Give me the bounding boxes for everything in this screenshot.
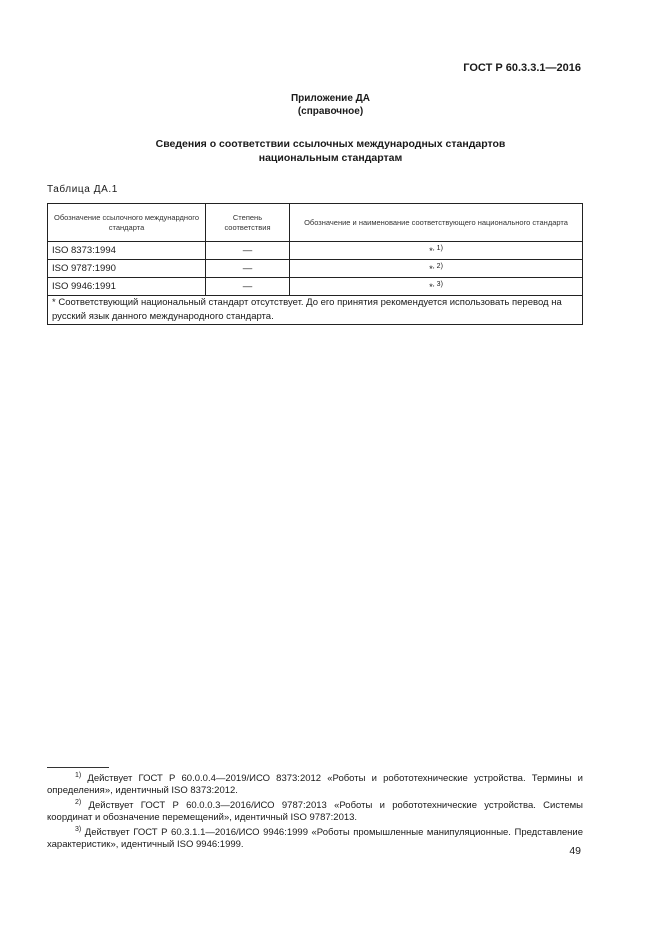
column-header-national: Обозначение и наименование соответствующего национального стандарта xyxy=(290,204,583,242)
column-header-degree: Степень соответствия xyxy=(206,204,290,242)
table-row xyxy=(48,242,583,260)
footnote-mark: 3) xyxy=(75,826,82,834)
cell-degree: — xyxy=(206,260,290,278)
cell-national xyxy=(290,260,583,278)
table-note: * Соответствующий национальный стандарт отсутствует. До его принятия рекомендуется использовать перевод на русский язык данного международного стандарта. xyxy=(48,296,583,325)
footnote-text: Действует ГОСТ Р 60.0.0.4—2019/ИСО 8373:2012 «Роботы и робототехнические устройства. Термины и определения», идентичный ISO 8373:2012. xyxy=(47,773,583,797)
footnote-mark: 1) xyxy=(75,772,82,779)
appendix-heading xyxy=(0,92,661,118)
national-mark: * xyxy=(429,282,433,294)
national-mark: * xyxy=(429,264,433,276)
footnote-text: Действует ГОСТ Р 60.0.0.3—2016/ИСО 9787:2013 «Роботы и робототехнические устройства. Системы координат и обозначение перемещений», идентичный ISO 9787:2013. xyxy=(47,800,583,824)
footnote-divider xyxy=(47,767,109,768)
cell-degree: — xyxy=(206,278,290,296)
cell-reference: ISO 8373:1994 xyxy=(48,242,206,260)
cell-reference: ISO 9787:1990 xyxy=(48,260,206,278)
section-title xyxy=(0,137,661,165)
footnote-3 xyxy=(47,824,583,851)
footnote-2 xyxy=(47,797,583,824)
footnote-text: Действует ГОСТ Р 60.3.1.1—2016/ИСО 9946:1999 «Роботы промышленные манипуляционные. Представление характеристик», идентичный ISO 9946:1999. xyxy=(47,827,583,851)
appendix-subtitle: (справочное) xyxy=(297,106,364,117)
footnote-ref: , 3) xyxy=(432,281,443,289)
document-code: ГОСТ Р 60.3.3.1—2016 xyxy=(463,62,581,74)
footnotes xyxy=(47,770,583,851)
column-header-reference: Обозначение ссылочного междунардного стандарта xyxy=(48,204,206,242)
table-row xyxy=(48,278,583,296)
cell-reference: ISO 9946:1991 xyxy=(48,278,206,296)
cell-national xyxy=(290,242,583,260)
footnote-ref: , 2) xyxy=(432,263,443,271)
cell-degree: — xyxy=(206,242,290,260)
cell-national xyxy=(290,278,583,296)
table-header-row xyxy=(48,204,583,242)
table-note-row xyxy=(48,296,583,325)
table-row xyxy=(48,260,583,278)
national-mark: * xyxy=(429,246,433,258)
footnote-mark: 2) xyxy=(75,799,82,807)
section-title-line-2: национальным стандартам xyxy=(258,152,403,164)
page-number: 49 xyxy=(569,845,581,857)
section-title-line-1: Сведения о соответствии ссылочных международных стандартов xyxy=(155,138,506,150)
appendix-title: Приложение ДА xyxy=(290,93,371,104)
correspondence-table xyxy=(47,203,583,325)
table-label: Таблица ДА.1 xyxy=(47,184,118,195)
footnote-ref: , 1) xyxy=(432,245,443,252)
footnote-1 xyxy=(47,770,583,797)
